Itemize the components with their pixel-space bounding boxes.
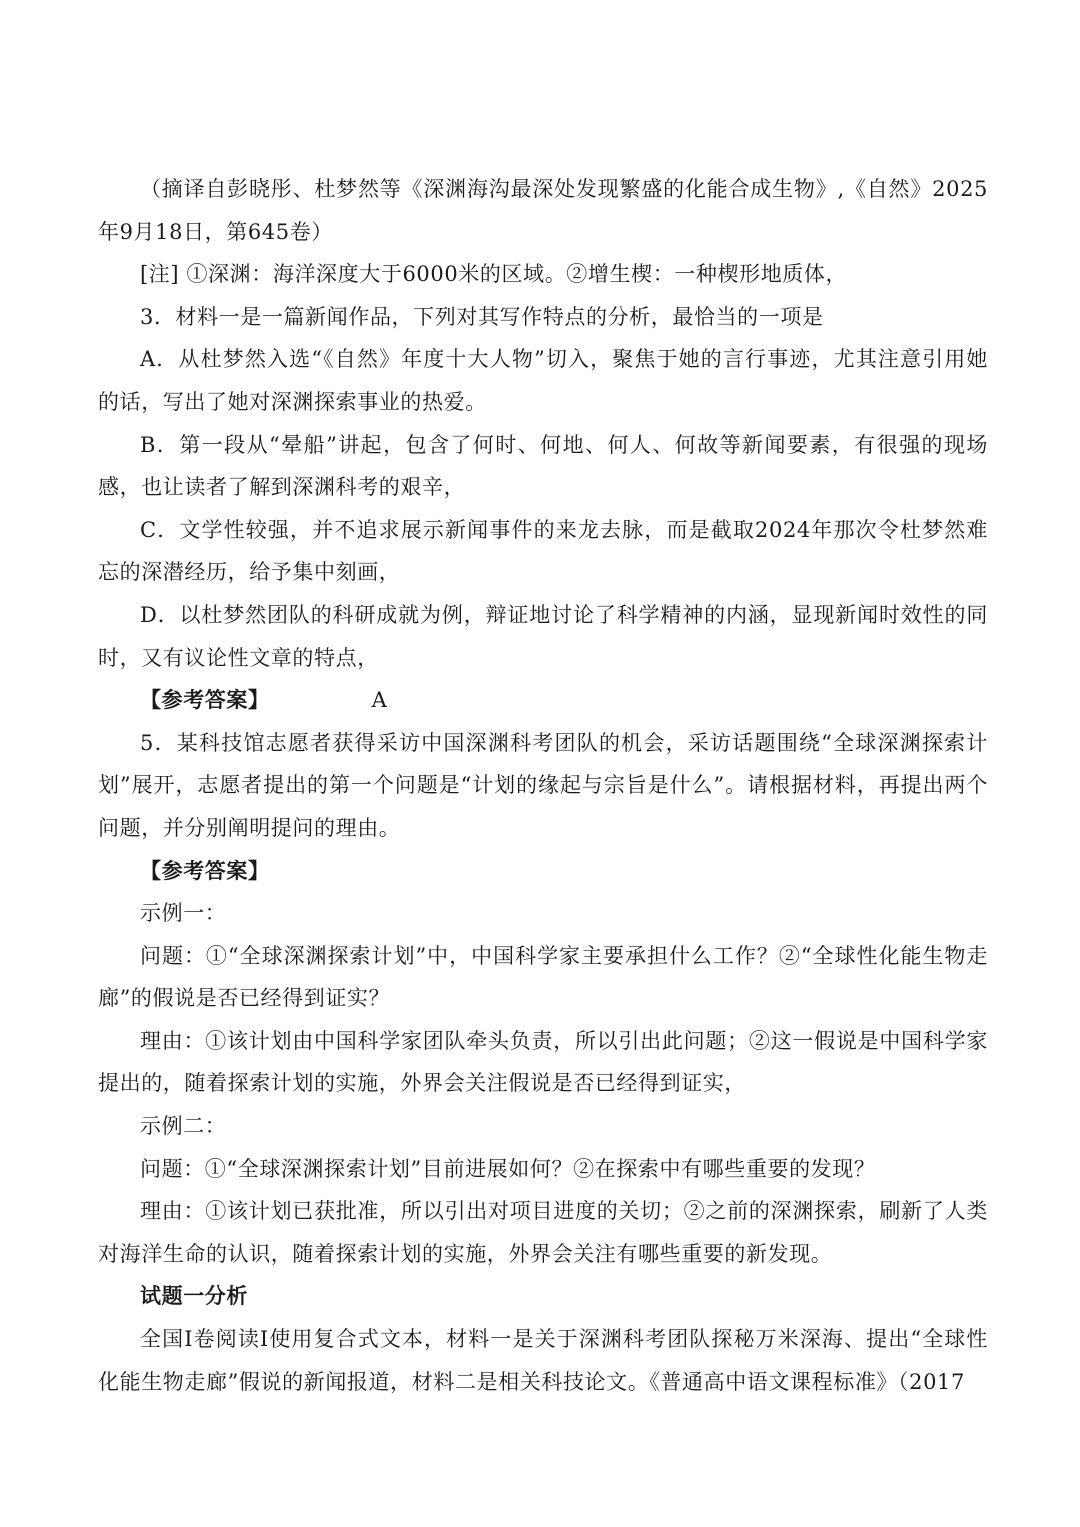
example-1-label: 示例一： <box>140 901 227 926</box>
example-2-reason: 理由：①该计划已获批准，所以引出对项目进度的关切；②之前的深渊探索，刷新了人类对海洋生命的认识，随着探索计划的实施，外界会关注有哪些重要的新发现。 <box>98 1199 988 1266</box>
question-3-option-c: C．文学性较强，并不追求展示新闻事件的来龙去脉，而是截取2024年那次令杜梦然难忘的深潜经历，给予集中刻画， <box>98 517 988 585</box>
example-1-reason: 理由：①该计划由中国科学家团队牵头负责，所以引出此问题；②这一假说是中国科学家提出的，随着探索计划的实施，外界会关注假说是否已经得到证实， <box>98 1028 988 1096</box>
example-2-label: 示例二： <box>140 1114 227 1139</box>
question-5-stem: 5．某科技馆志愿者获得采访中国深渊科考团队的机会，采访话题围绕“全球深渊探索计划”展开，志愿者提出的第一个问题是“计划的缘起与宗旨是什么”。请根据材料，再提出两个问题，并分别阐明提问的理由。 <box>98 730 988 840</box>
question-3-stem: 3．材料一是一篇新闻作品，下列对其写作特点的分析，最恰当的一项是 <box>140 304 824 329</box>
source-note: （摘译自彭晓彤、杜梦然等《深渊海沟最深处发现繁盛的化能合成生物》,《自然》2025年9月18日，第645卷） <box>98 177 988 244</box>
question-3-option-d: D．以杜梦然团队的科研成就为例，辩证地讨论了科学精神的内涵，显现新闻时效性的同时，又有议论性文章的特点， <box>98 602 988 670</box>
analysis-heading: 试题一分析 <box>140 1283 248 1309</box>
answer-label: 【参考答案】 <box>140 687 270 713</box>
question-5-answer-label: 【参考答案】 <box>140 857 270 883</box>
example-1-question: 问题：①“全球深渊探索计划”中，中国科学家主要承担什么工作？②“全球性化能生物走廊”的假说是否已经得到证实？ <box>98 943 988 1011</box>
answer-value: A <box>371 688 388 713</box>
annotation-note: [注] ①深渊：海洋深度大于6000米的区域。②增生楔：一种楔形地质体， <box>140 262 848 287</box>
analysis-body: 全国Ⅰ卷阅读Ⅰ使用复合式文本，材料一是关于深渊科考团队探秘万米深海、提出“全球性化能生物走廊”假说的新闻报道，材料二是相关科技论文。《普通高中语文课程标准》（2017 <box>98 1327 988 1394</box>
example-2-question: 问题：①“全球深渊探索计划”目前进展如何？②在探索中有哪些重要的发现？ <box>140 1156 876 1181</box>
document-body <box>98 168 988 1403</box>
question-3-option-b: B．第一段从“晕船”讲起，包含了何时、何地、何人、何故等新闻要素，有很强的现场感，也让读者了解到深渊科考的艰辛， <box>98 432 988 500</box>
question-3-option-a: A．从杜梦然入选“《自然》年度十大人物”切入，聚焦于她的言行事迹，尤其注意引用她的话，写出了她对深渊探索事业的热爱。 <box>98 347 988 414</box>
question-3-answer-line <box>98 679 988 722</box>
